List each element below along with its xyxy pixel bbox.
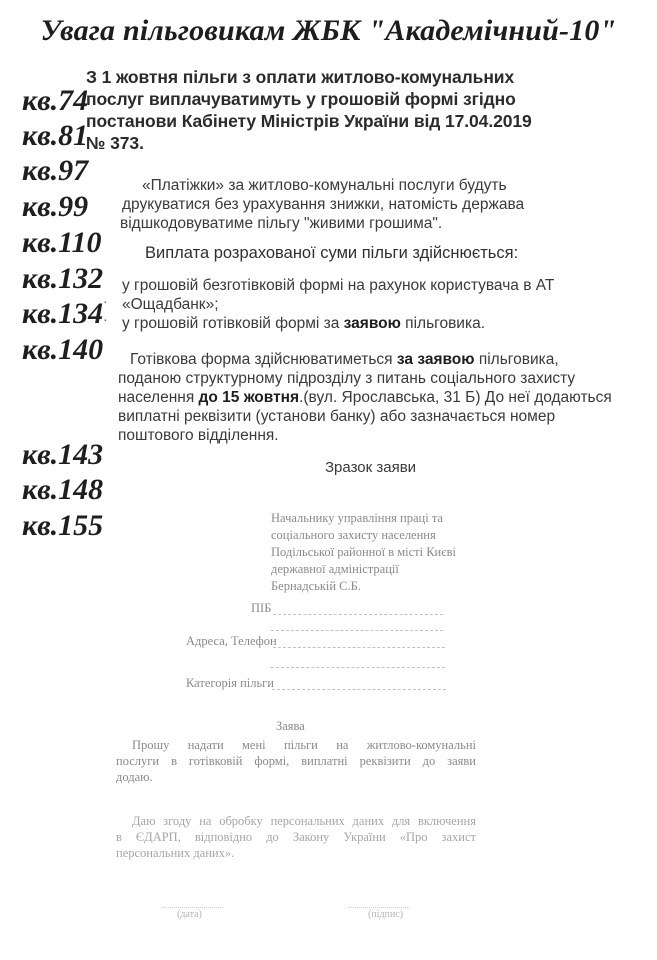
signature-label: (підпис) (368, 909, 404, 920)
bills-line: друкуватися без урахування знижки, натомість держава (122, 196, 525, 213)
addressee-block (271, 510, 456, 595)
statement-paragraph (116, 737, 476, 785)
date-label: (дата) (177, 909, 202, 920)
intro-paragraph (86, 66, 626, 154)
bullet-dot: · (103, 296, 108, 311)
cash-text: населення (118, 389, 199, 406)
cash-bold: за заявою (396, 351, 475, 368)
apartment-number: кв.134 (22, 297, 104, 330)
cash-deadline: до 15 жовтня (198, 389, 300, 406)
cash-line (118, 388, 612, 407)
consent-line: в ЄДАРП, відповідно до Закону України «Про захист (116, 830, 476, 844)
bills-paragraph (120, 176, 592, 233)
intro-line: № 373. (86, 133, 144, 153)
address-line[interactable] (273, 647, 445, 648)
apartment-number: кв.140 (22, 333, 104, 366)
intro-line: послуг виплачуватимуть у грошовій формі згідно (86, 89, 516, 109)
statement-line: Прошу надати мені пільги на житлово-комунальні (132, 738, 476, 752)
consent-line: персональних даних». (116, 846, 235, 860)
payment-heading: Виплата розрахованої суми пільги здійснюється: (145, 244, 519, 262)
apartment-number: кв.148 (22, 473, 104, 506)
apartment-number: кв.99 (22, 190, 89, 223)
apartment-number: кв.132 (22, 262, 104, 295)
apartment-number: кв.81 (22, 119, 89, 152)
pib-line[interactable] (273, 614, 443, 615)
bullet-dot: · (103, 314, 108, 329)
option-cashless-cont: «Ощадбанк»; (122, 296, 219, 313)
option-cash-text: у грошовій готівковій формі за (122, 315, 344, 332)
date-line[interactable] (163, 907, 223, 908)
addressee-line: соціального захисту населення (271, 528, 436, 542)
cash-line: поданою структурному підрозділу з питань соціального захисту (118, 370, 576, 387)
bills-line: відшкодовуватиме пільгу "живими грошима". (120, 215, 443, 232)
pib-label: ПІБ (251, 601, 272, 615)
option-cash-bold: заявою (343, 315, 401, 332)
addressee-line: Бернадській С.Б. (271, 579, 361, 593)
consent-line: Даю згоду на обробку персональних даних для включення (132, 814, 476, 828)
intro-line: постанови Кабінету Міністрів України від 17.04.2019 (86, 111, 532, 131)
option-cashless: у грошовій безготівковій формі на рахунок користувача в АТ (122, 277, 555, 294)
payment-options-list (122, 276, 554, 333)
cash-paragraph (118, 350, 612, 445)
category-label: Категорія пільги (186, 676, 274, 690)
cash-text: .(вул. Ярославська, 31 Б) До неї додаються (299, 389, 612, 406)
option-cash (122, 314, 554, 333)
pib-line-2[interactable] (271, 630, 443, 631)
bills-line: «Платіжки» за житлово-комунальні послуги будуть (142, 177, 507, 194)
cash-text: Готівкова форма здійснюватиметься (130, 351, 397, 368)
cash-line: виплатні реквізити (установи банку) або зазначається номер (118, 408, 556, 425)
notice-title: Увага пільговикам ЖБК "Академічний-10" (40, 14, 617, 47)
cash-line: поштового відділення. (118, 427, 279, 444)
cash-text: пільговика, (474, 351, 559, 368)
category-line[interactable] (272, 689, 446, 690)
consent-paragraph (116, 813, 476, 861)
addressee-line: Подільської районної в місті Києві (271, 545, 456, 559)
apartment-number: кв.97 (22, 154, 89, 187)
statement-line: послуги в готівковій формі, виплатні реквізити до заяви (116, 754, 476, 768)
sample-title: Зразок заяви (325, 459, 417, 476)
apartment-number: кв.74 (22, 84, 89, 117)
apartment-number: кв.110 (22, 226, 102, 259)
addressee-line: державної адміністрації (271, 562, 399, 576)
statement-line: додаю. (116, 770, 153, 784)
address-line-2[interactable] (271, 667, 445, 668)
intro-line: З 1 жовтня пільги з оплати житлово-комунальних (86, 67, 515, 87)
addressee-line: Начальнику управління праці та (271, 511, 443, 525)
signature-line[interactable] (348, 907, 410, 908)
apartment-number: кв.143 (22, 438, 104, 471)
address-label: Адреса, Телефон (186, 634, 277, 648)
statement-title: Заява (276, 719, 305, 733)
cash-line (118, 350, 612, 369)
apartment-number: кв.155 (22, 509, 104, 542)
option-cash-suffix: пільговика. (400, 315, 486, 332)
